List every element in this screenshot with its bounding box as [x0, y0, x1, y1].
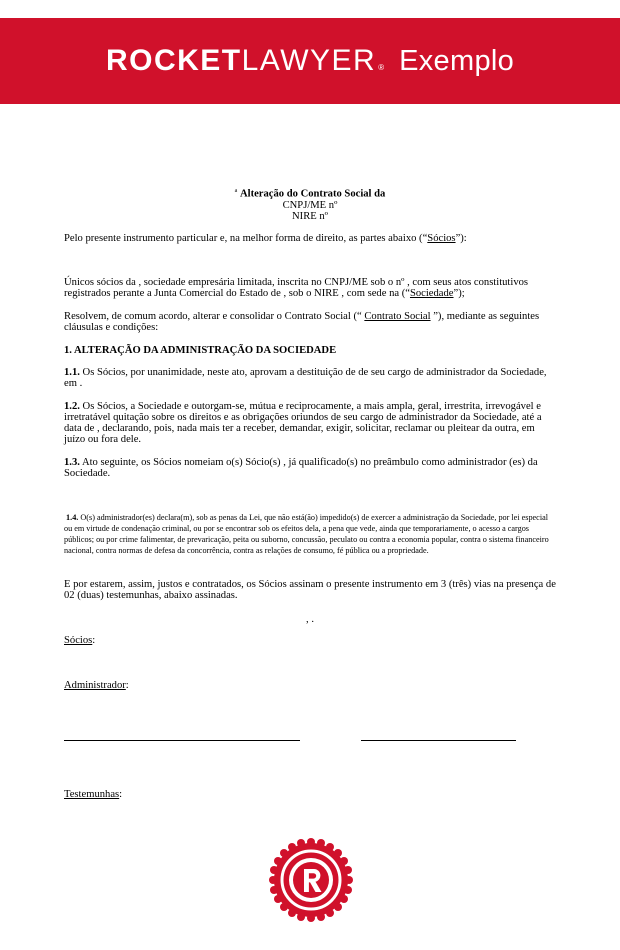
signature-line-right	[361, 740, 516, 741]
clause-number: 1.1.	[64, 367, 80, 378]
intro-term-socios: Sócios	[427, 233, 456, 244]
partners-end: ”);	[453, 288, 465, 299]
brand-logo	[106, 44, 514, 78]
label-colon: :	[119, 789, 123, 800]
example-label: Exemplo	[399, 45, 515, 77]
clause-text: Os Sócios, a Sociedade e outorgam-se, mútua e reciprocamente, a mais ampla, geral, irrestrita, irrevogável e irretratável quitação sobre os direitos e as obrigações oriundos de seu cargo de administrador da Sociedade, até a data de , declarando, pois, nada mais ter a receber, demandar, exigir, solicitar, reclamar ou pleitear da outra, em juízo ou fora dele.	[64, 401, 542, 445]
resolution-text-a: Resolvem, de comum acordo, alterar e consolidar o Contrato Social (“	[64, 311, 365, 322]
nire-line: NIRE nº	[292, 210, 328, 222]
brand-name-light: LAWYER	[241, 44, 377, 77]
socios-signature-label	[64, 635, 556, 646]
partners-text: Únicos sócios da , sociedade empresária limitada, inscrita no CNPJ/ME sob o nº , com seus atos constitutivos registrados perante a Junta Comercial do Estado de , sob o NIRE , com sede na (“	[64, 277, 529, 299]
document-title-block	[64, 186, 556, 222]
clause-text: Ato seguinte, os Sócios nomeiam o(s) Sócio(s) , já qualificado(s) no preâmbulo como administrador (es) da Sociedade.	[64, 457, 538, 479]
clause-1-3	[64, 457, 556, 479]
clause-1-1	[64, 367, 556, 389]
brand-name-bold: ROCKET	[105, 44, 242, 77]
resolution-paragraph	[64, 311, 556, 333]
clause-number: 1.4.	[66, 513, 79, 522]
administrator-label: Administrador	[64, 680, 126, 691]
witnesses-signature-label	[64, 789, 556, 800]
label-colon: :	[92, 635, 96, 646]
closing-paragraph: E por estarem, assim, justos e contratados, os Sócios assinam o presente instrumento em 3 (três) vias na presença de 02 (duas) testemunhas, abaixo assinadas.	[64, 579, 556, 601]
label-colon: :	[125, 680, 129, 691]
clause-number: 1.2.	[64, 401, 80, 412]
title-superscript: a	[234, 188, 238, 194]
rocketlawyer-banner	[0, 18, 620, 104]
socios-label: Sócios	[64, 635, 93, 646]
rocketlawyer-seal-logo	[269, 838, 353, 922]
place-date-line: , .	[306, 614, 314, 625]
partners-paragraph	[64, 277, 556, 299]
signature-line-left	[64, 740, 300, 741]
term-contrato-social: Contrato Social	[364, 311, 431, 322]
term-sociedade: Sociedade	[409, 288, 454, 299]
intro-paragraph	[64, 233, 556, 244]
registered-mark: ®	[378, 63, 386, 72]
clause-text: O(s) administrador(es) declara(m), sob as penas da Lei, que não está(ão) impedido(s) de exercer a administração da Sociedade, por lei especial ou em virtude de condenação criminal, ou por se encontrar sob os efeitos dela, a pena que vede, ainda que temporariamente, o acesso a cargos públicos; ou por crime falimentar, de prevaricação, peita ou suborno, concussão, peculato ou contra a economia popular, contra o sistema financeiro nacional, contra normas de defesa da concorrência, contra as relações de consumo, fé pública ou a propriedade.	[64, 513, 549, 555]
cnpj-line: CNPJ/ME nº	[282, 199, 338, 211]
clause-1-2	[64, 401, 556, 445]
section-1-heading: 1. ALTERAÇÃO DA ADMINISTRAÇÃO DA SOCIEDADE	[64, 345, 337, 356]
document-title: Alteração do Contrato Social da	[239, 188, 386, 200]
clause-number: 1.3.	[64, 457, 80, 468]
intro-end: ”):	[455, 233, 467, 244]
clause-1-4	[64, 512, 556, 556]
intro-text: Pelo presente instrumento particular e, na melhor forma de direito, as partes abaixo (“	[64, 233, 428, 244]
witnesses-label: Testemunhas	[64, 789, 120, 800]
clause-text: Os Sócios, por unanimidade, neste ato, aprovam a destituição de de seu cargo de administrador da Sociedade, em .	[64, 367, 547, 389]
administrator-signature-label	[64, 680, 556, 691]
resolution-text-b: ”), mediante as seguintes cláusulas e condições:	[64, 311, 540, 333]
